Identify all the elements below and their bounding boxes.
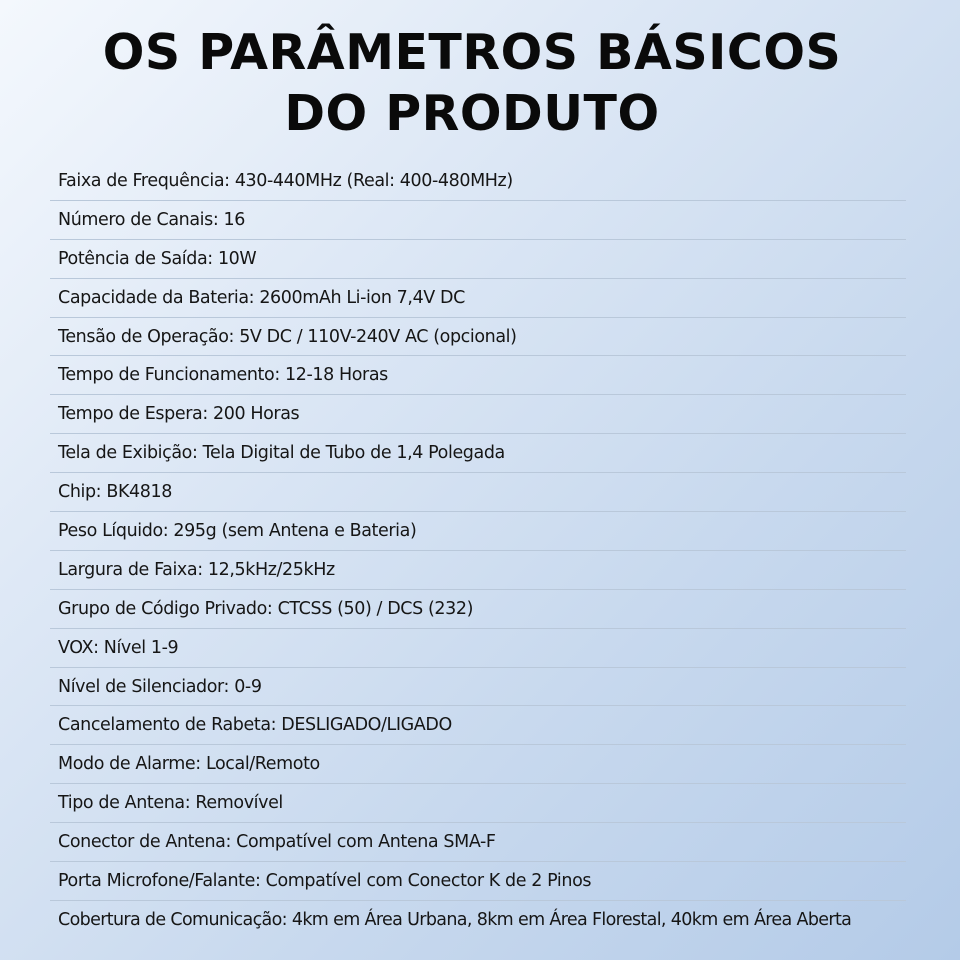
param-frequency-range: Faixa de Frequência: 430-440MHz (Real: 400-480MHz) <box>50 162 906 201</box>
parameter-list <box>50 162 906 940</box>
param-battery-capacity: Capacidade da Bateria: 2600mAh Li-ion 7,4V DC <box>50 279 906 318</box>
param-privacy-code-group: Grupo de Código Privado: CTCSS (50) / DCS (232) <box>50 590 906 629</box>
param-output-power: Potência de Saída: 10W <box>50 240 906 279</box>
param-chip: Chip: BK4818 <box>50 473 906 512</box>
param-mic-speaker-port: Porta Microfone/Falante: Compatível com Conector K de 2 Pinos <box>50 862 906 901</box>
title-line-2: DO PRODUTO <box>284 85 660 142</box>
param-antenna-connector: Conector de Antena: Compatível com Antena SMA-F <box>50 823 906 862</box>
param-standby-time: Tempo de Espera: 200 Horas <box>50 395 906 434</box>
param-net-weight: Peso Líquido: 295g (sem Antena e Bateria) <box>50 512 906 551</box>
param-operating-voltage: Tensão de Operação: 5V DC / 110V-240V AC (opcional) <box>50 318 906 357</box>
page-title <box>0 22 944 144</box>
title-line-1: OS PARÂMETROS BÁSICOS <box>102 24 842 81</box>
param-display-screen: Tela de Exibição: Tela Digital de Tubo de 1,4 Polegada <box>50 434 906 473</box>
param-bandwidth: Largura de Faixa: 12,5kHz/25kHz <box>50 551 906 590</box>
param-tail-cancellation: Cancelamento de Rabeta: DESLIGADO/LIGADO <box>50 706 906 745</box>
param-channel-count: Número de Canais: 16 <box>50 201 906 240</box>
param-squelch-level: Nível de Silenciador: 0-9 <box>50 668 906 707</box>
param-working-time: Tempo de Funcionamento: 12-18 Horas <box>50 356 906 395</box>
param-alarm-mode: Modo de Alarme: Local/Remoto <box>50 745 906 784</box>
param-vox: VOX: Nível 1-9 <box>50 629 906 668</box>
param-antenna-type: Tipo de Antena: Removível <box>50 784 906 823</box>
param-communication-range: Cobertura de Comunicação: 4km em Área Urbana, 8km em Área Florestal, 40km em Área Aberta <box>58 910 852 931</box>
